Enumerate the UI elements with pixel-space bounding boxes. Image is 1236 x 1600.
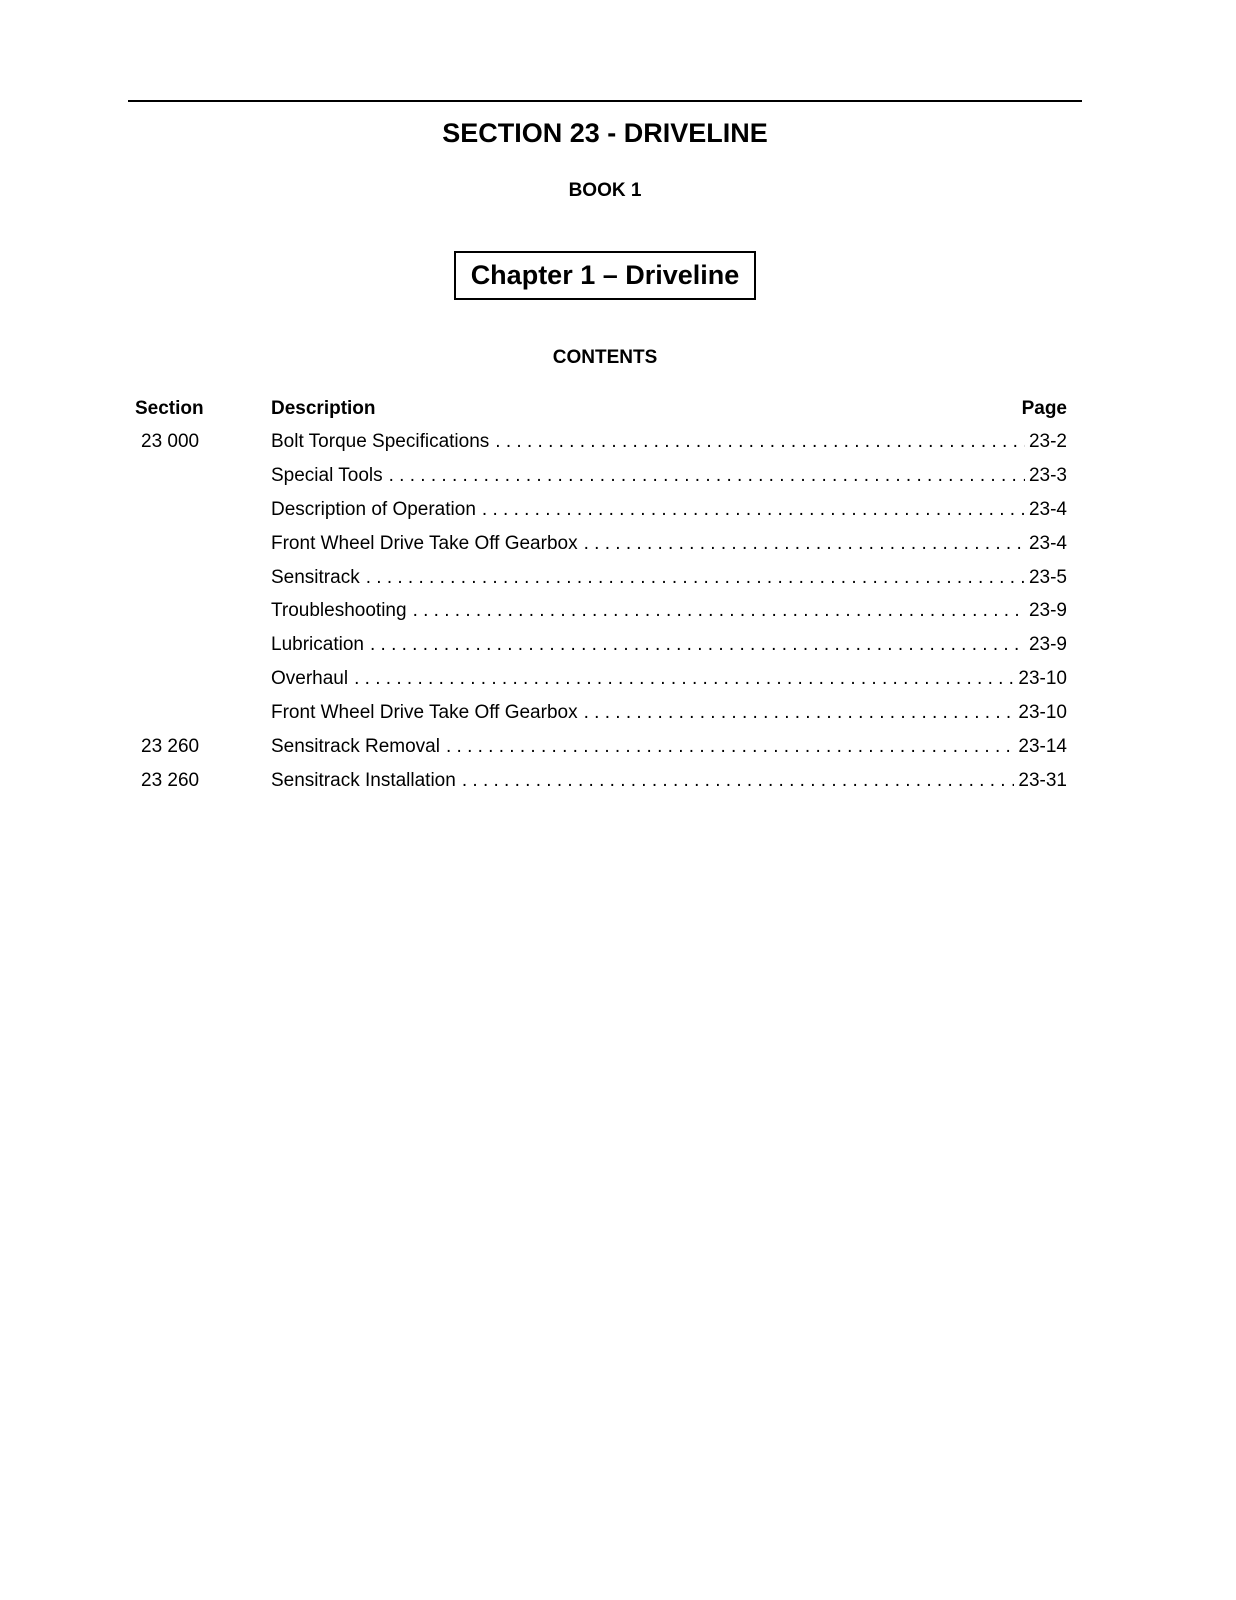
- toc-section-number: 23 260: [141, 770, 200, 791]
- toc-page-number: 23-9: [1025, 598, 1067, 624]
- toc-page-number: 23-31: [1014, 768, 1067, 794]
- toc-entry-line: [271, 700, 1067, 726]
- toc-description: Front Wheel Drive Take Off Gearbox: [271, 531, 584, 557]
- toc-description: Bolt Torque Specifications: [271, 429, 495, 455]
- toc-page-number: 23-4: [1025, 497, 1067, 523]
- section-title: SECTION 23 - DRIVELINE: [442, 118, 768, 148]
- toc-entry-line: [271, 497, 1067, 523]
- dot-leader: [370, 632, 1025, 658]
- column-header-description: Description: [271, 398, 376, 419]
- contents-heading: CONTENTS: [552, 347, 658, 368]
- toc-description: Description of Operation: [271, 497, 482, 523]
- toc-row[interactable]: [0, 734, 1236, 760]
- toc-description: Sensitrack Removal: [271, 734, 446, 760]
- toc-description: Overhaul: [271, 666, 354, 692]
- toc-description: Sensitrack Installation: [271, 768, 462, 794]
- chapter-title-box: [454, 251, 756, 300]
- toc-page-number: 23-4: [1025, 531, 1067, 557]
- toc-header-row: [0, 397, 1236, 421]
- toc-page-number: 23-2: [1025, 429, 1067, 455]
- toc-row[interactable]: [0, 463, 1236, 489]
- dot-leader: [366, 565, 1025, 591]
- toc-entry-line: [271, 768, 1067, 794]
- toc-entry-line: [271, 565, 1067, 591]
- toc-description: Special Tools: [271, 463, 389, 489]
- toc-description: Troubleshooting: [271, 598, 413, 624]
- chapter-title: Chapter 1 – Driveline: [470, 260, 740, 290]
- toc-description: Lubrication: [271, 632, 370, 658]
- toc-section-number: 23 000: [141, 431, 200, 452]
- toc-row[interactable]: [0, 632, 1236, 658]
- book-label: BOOK 1: [568, 180, 642, 201]
- toc-entry-line: [271, 531, 1067, 557]
- toc-page-number: 23-14: [1014, 734, 1067, 760]
- toc-row[interactable]: [0, 598, 1236, 624]
- toc-page-number: 23-10: [1014, 700, 1067, 726]
- toc-row[interactable]: [0, 497, 1236, 523]
- toc-row[interactable]: [0, 666, 1236, 692]
- toc-entry-line: [271, 666, 1067, 692]
- dot-leader: [413, 598, 1025, 624]
- dot-leader: [482, 497, 1025, 523]
- dot-leader: [354, 666, 1014, 692]
- toc-entry-line: [271, 632, 1067, 658]
- toc-entry-line: [271, 598, 1067, 624]
- dot-leader: [584, 531, 1025, 557]
- toc-page-number: 23-9: [1025, 632, 1067, 658]
- toc-row[interactable]: [0, 565, 1236, 591]
- toc-row[interactable]: [0, 768, 1236, 794]
- column-header-page: Page: [1021, 398, 1067, 419]
- toc-description: Front Wheel Drive Take Off Gearbox: [271, 700, 584, 726]
- dot-leader: [584, 700, 1015, 726]
- toc-row[interactable]: [0, 531, 1236, 557]
- dot-leader: [462, 768, 1015, 794]
- toc-section-number: 23 260: [141, 736, 200, 757]
- toc-entry-line: [271, 734, 1067, 760]
- toc-entry-line: [271, 429, 1067, 455]
- toc-row[interactable]: [0, 429, 1236, 455]
- dot-leader: [495, 429, 1025, 455]
- toc-description: Sensitrack: [271, 565, 366, 591]
- top-rule: [128, 100, 1082, 102]
- dot-leader: [389, 463, 1025, 489]
- dot-leader: [446, 734, 1014, 760]
- toc-page-number: 23-5: [1025, 565, 1067, 591]
- column-header-section: Section: [135, 398, 204, 419]
- toc-row[interactable]: [0, 700, 1236, 726]
- toc-page-number: 23-10: [1014, 666, 1067, 692]
- toc-page-number: 23-3: [1025, 463, 1067, 489]
- toc-entry-line: [271, 463, 1067, 489]
